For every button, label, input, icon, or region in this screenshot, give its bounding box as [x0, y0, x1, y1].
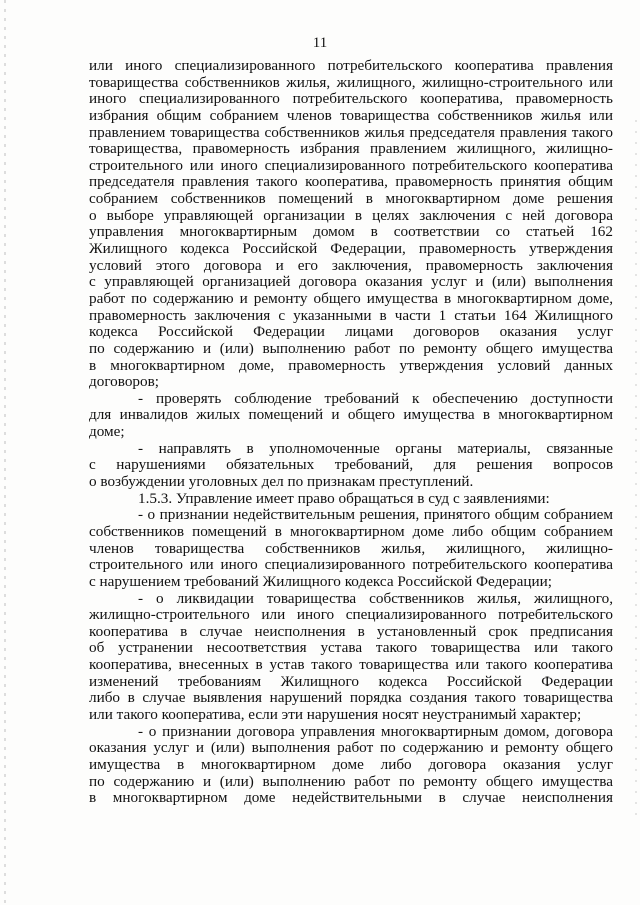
text-line: - о признании договора управления многоквартирным домом, договора [138, 723, 613, 740]
text-line: собственников помещений в многоквартирном доме либо общим собранием [89, 523, 613, 540]
text-line: товарищества, правомерность избрания правлением жилищного, жилищно- [89, 141, 613, 158]
text-line: кооператива, внесенных в устав такого товарищества или такого кооператива [89, 657, 613, 674]
text-line: кодекса Российской Федерации лицами договоров оказания услуг [89, 324, 613, 341]
text-line: условий этого договора и его заключения, правомерность заключения [89, 257, 613, 274]
text-line: по содержанию и (или) выполнению работ по ремонту общего имущества [89, 773, 613, 790]
text-line: товарищества собственников жилья, жилищного, жилищно-строительного или [89, 74, 613, 91]
text-line: либо в случае выявления нарушений порядка создания такого товарищества [89, 690, 613, 707]
text-line: или такого кооператива, если эти нарушения носят неустранимый характер; [89, 706, 582, 723]
text-line: строительного или иного специализированного потребительского кооператива [89, 557, 613, 574]
page-number: 11 [312, 35, 328, 51]
text-line: - направлять в уполномоченные органы материалы, связанные [138, 440, 613, 457]
text-line: жилищно-строительного или иного специализированного потребительского [89, 607, 613, 624]
text-line: собранием собственников помещений в многоквартирном доме решения [89, 191, 613, 208]
text-line: оказания услуг и (или) выполнения работ по содержанию и ремонту общего [89, 740, 613, 757]
text-line: управления многоквартирным домом в соответствии со статьей 162 [89, 224, 613, 241]
text-line: имущества в многоквартирном доме либо договора оказания услуг [89, 756, 613, 773]
text-line: правомерность заключения с указанными в части 1 статьи 164 Жилищного [89, 307, 613, 324]
text-line: доме; [89, 424, 125, 441]
text-line: об устранении несоответствия устава такого товарищества или такого [89, 640, 613, 657]
text-line: правлением товарищества собственников жилья председателя правления такого [89, 124, 613, 141]
text-line: - о признании недействительным решения, принятого общим собранием [138, 507, 613, 524]
text-line: 1.5.3. Управление имеет право обращаться в суд с заявлениями: [138, 490, 550, 507]
text-line: работ по содержанию и ремонту общего имущества в многоквартирном доме, [89, 290, 613, 307]
text-line: изменений требованиям Жилищного кодекса Российской Федерации [89, 673, 613, 690]
text-line: о возбуждении уголовных дел по признакам преступлений. [89, 474, 474, 491]
scan-edge-right [635, 120, 637, 820]
text-line: иного специализированного потребительского кооператива, правомерность [89, 91, 613, 108]
text-line: в многоквартирном доме недействительными в случае неисполнения [89, 790, 613, 807]
text-line: членов товарищества собственников жилья, жилищного, жилищно- [89, 540, 613, 557]
text-line: договоров; [89, 374, 160, 391]
text-line: кооператива в случае неисполнения в установленный срок предписания [89, 623, 613, 640]
text-line: в многоквартирном доме, правомерность утверждения условий данных [89, 357, 613, 374]
text-line: для инвалидов жилых помещений и общего имущества в многоквартирном [89, 407, 613, 424]
scan-edge-left [4, 0, 6, 905]
text-line: председателя правления такого кооператива, правомерность принятия общим [89, 174, 613, 191]
text-line: строительного или иного специализированного потребительского кооператива [89, 157, 613, 174]
text-line: с управляющей организацией договора оказания услуг и (или) выполнения [89, 274, 613, 291]
text-line: - о ликвидации товарищества собственников жилья, жилищного, [138, 590, 613, 607]
text-line: или иного специализированного потребительского кооператива правления [89, 58, 613, 74]
text-line: о выборе управляющей организации в целях заключения с ней договора [89, 207, 613, 224]
text-line: с нарушениями обязательных требований, для решения вопросов [89, 457, 613, 474]
body-text [89, 58, 613, 807]
text-line: по содержанию и (или) выполнению работ по ремонту общего имущества [89, 340, 613, 357]
text-line: с нарушением требований Жилищного кодекса Российской Федерации; [89, 573, 552, 590]
text-line: - проверять соблюдение требований к обеспечению доступности [138, 390, 613, 407]
text-line: Жилищного кодекса Российской Федерации, правомерность утверждения [89, 241, 613, 258]
text-line: избрания общим собранием членов товарищества собственников жилья или [89, 107, 613, 124]
